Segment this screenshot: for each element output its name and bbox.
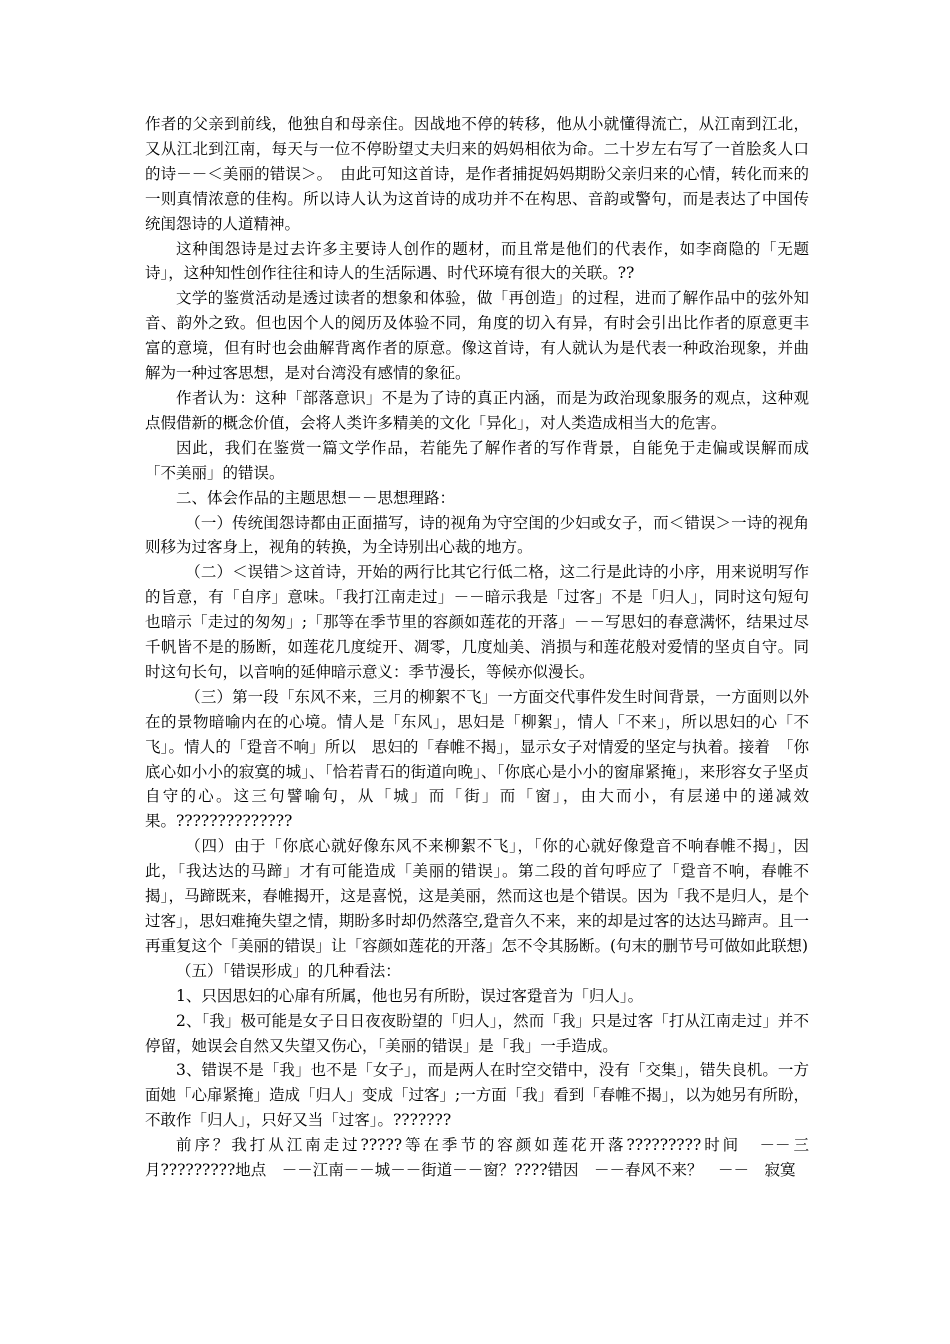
list-item-view-2: 2、「我」极可能是女子日日夜夜盼望的「归人」，然而「我」只是过客「打从江南走过」并不停留，她误会自然又失望又伤心，「美丽的错误」是「我」一手造成。 [145, 1011, 809, 1055]
document-body [145, 112, 809, 1183]
list-item-view-3: 3、错误不是「我」也不是「女子」，而是两人在时空交错中，没有「交集」，错失良机。一方面她「心扉紧掩」造成「归人」变成「过客」;一方面「我」看到「春帷不揭」，以为她另有所盼，不敢作「归人」，只好又当「过客」。??????? [145, 1061, 809, 1130]
paragraph-author-view: 作者认为：这种「部落意识」不是为了诗的真正内涵，而是为政治现象服务的观点，这种观点假借新的概念价值，会将人类许多精美的文化「异化」，对人类造成相当大的危害。 [145, 388, 809, 432]
section-heading-theme: 二、体会作品的主题思想－－思想理路： [176, 488, 456, 507]
paragraph-boudoir-poetry: 这种闺怨诗是过去许多主要诗人创作的题材，而且常是他们的代表作，如李商隐的「无题诗」，这种知性创作往往和诗人的生活际遇、时代环境有很大的关联。?? [145, 239, 809, 283]
paragraph-outline: 前序？我打从江南走过?????等在季节的容颜如莲花开落?????????时间 －－三月?????????地点 －－江南－－城－－街道－－窗？????错因 －－春风不来？ －－ 寂寞 [145, 1136, 809, 1180]
paragraph-point-3: （三）第一段「东风不来，三月的柳絮不飞」一方面交代事件发生时间背景，一方面则以外在的景物暗喻内在的心境。情人是「东风」，思妇是「柳絮」，情人「不来」，所以思妇的心「不飞」。情人的「跫音不响」所以 思妇的「春帷不揭」，显示女子对情爱的坚定与执着。接着 「你底心如小小的寂寞的城」、「恰若青石的街道向晚」、「你底心是小小的窗扉紧掩」，来形容女子坚贞自守的心。这三句譬喻句，从「城」而「街」而「窗」，由大而小，有层递中的递减效果。?????????????? [145, 687, 809, 831]
paragraph-point-5-heading: （五）「错误形成」的几种看法： [176, 961, 401, 980]
paragraph-point-4: （四）由于「你底心就好像东风不来柳絮不飞」，「你的心就好像跫音不响春帷不揭」，因此，「我达达的马蹄」才有可能造成「美丽的错误」。第二段的首句呼应了「跫音不响，春帷不揭」，马蹄既来，春帷揭开，这是喜悦，这是美丽，然而这也是个错误。因为「我不是归人，是个过客」，思妇难掩失望之情，期盼多时却仍然落空,跫音久不来，来的却是过客的达达马蹄声。且一再重复这个「美丽的错误」让「容颜如莲花的开落」怎不令其肠断。(句末的删节号可做如此联想) [145, 837, 809, 955]
paragraph-point-2: （二）＜误错＞这首诗，开始的两行比其它行低二格，这二行是此诗的小序，用来说明写作的旨意，有「自序」意味。「我打江南走过」－－暗示我是「过客」不是「归人」，同时这句短句也暗示「走过的匆匆」;「那等在季节里的容颜如莲花的开落」－－写思妇的春意满怀，结果过尽千帆皆不是的肠断，如莲花几度绽开、凋零，几度灿美、消损与和莲花般对爱情的坚贞自守。同时这句长句，以音响的延伸暗示意义：季节漫长，等候亦似漫长。 [145, 563, 809, 681]
paragraph-author-background: 作者的父亲到前线，他独自和母亲住。因战地不停的转移，他从小就懂得流亡，从江南到江北，又从江北到江南，每天与一位不停盼望丈夫归来的妈妈相依为命。二十岁左右写了一首脍炙人口的诗－－＜美丽的错误＞。 由此可知这首诗，是作者捕捉妈妈期盼父亲归来的心情，转化而来的一则真情浓意的佳构。所以诗人认为这首诗的成功并不在构思、音韵或警句，而是表达了中国传统闺怨诗的人道精神。 [145, 115, 809, 233]
list-item-view-1: 1、只因思妇的心扉有所属，他也另有所盼，误过客跫音为「归人」。 [176, 986, 644, 1005]
paragraph-point-1: （一）传统闺怨诗都由正面描写，诗的视角为守空闺的少妇或女子，而＜错误＞一诗的视角则移为过客身上，视角的转换，为全诗别出心裁的地方。 [145, 513, 809, 557]
paragraph-conclusion: 因此，我们在鉴赏一篇文学作品，若能先了解作者的写作背景，自能免于走偏或误解而成「不美丽」的错误。 [145, 438, 809, 482]
paragraph-appreciation: 文学的鉴赏活动是透过读者的想象和体验，做「再创造」的过程，进而了解作品中的弦外知音、韵外之致。但也因个人的阅历及体验不同，角度的切入有异，有时会引出比作者的原意更丰富的意境，但有时也会曲解背离作者的原意。像这首诗，有人就认为是代表一种政治现象，并曲解为一种过客思想，是对台湾没有感情的象征。 [145, 289, 809, 383]
